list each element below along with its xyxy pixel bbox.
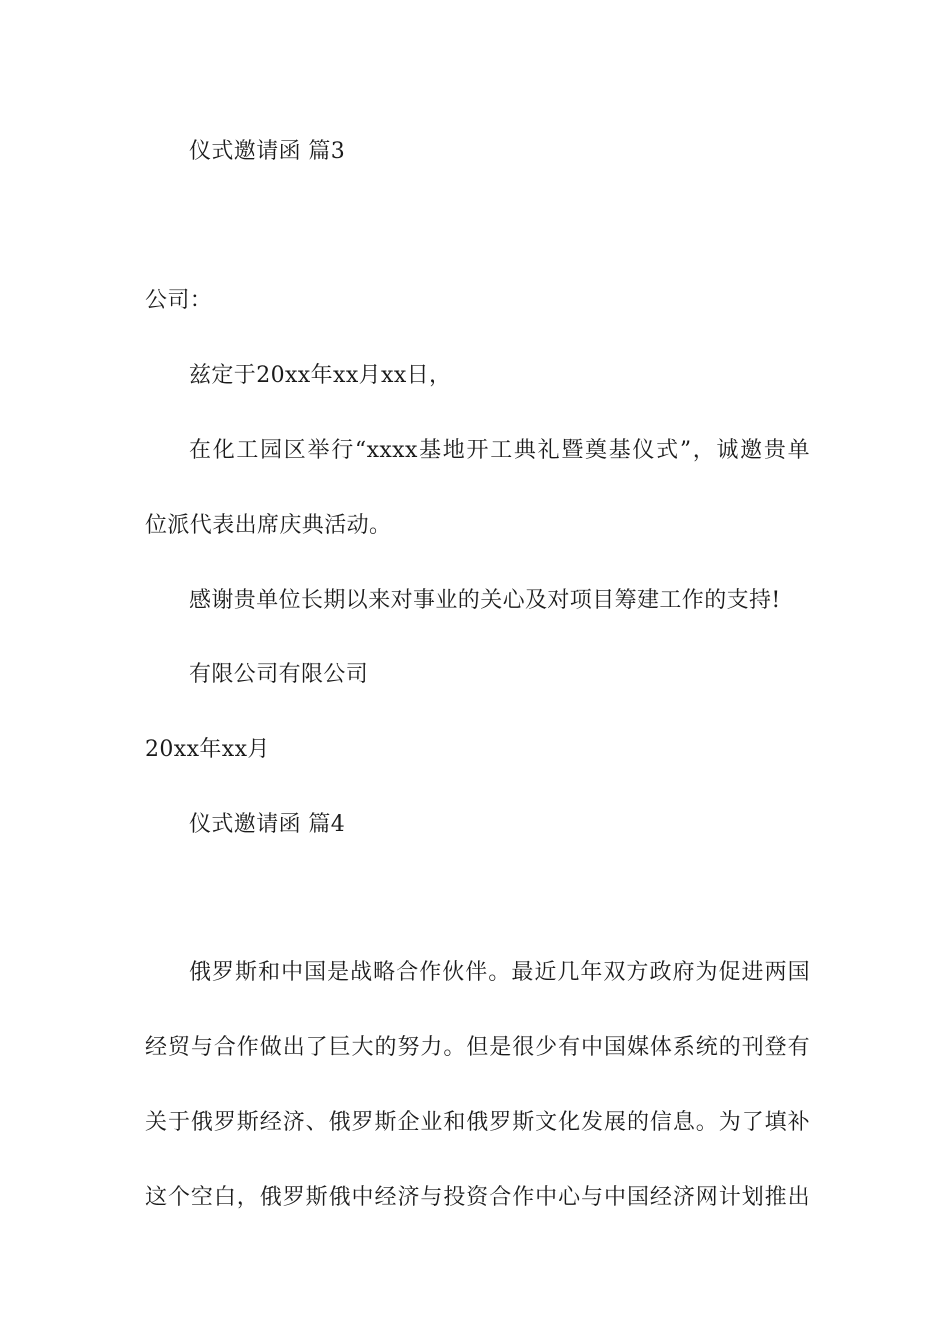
paragraph-invitation-line-1: 在化工园区举行“xxxx基地开工典礼暨奠基仪式”，诚邀贵单: [189, 438, 810, 463]
paragraph-line-3: 关于俄罗斯经济、俄罗斯企业和俄罗斯文化发展的信息。为了填补: [145, 1110, 810, 1135]
signature-date: 20xx年xx月: [145, 737, 270, 762]
section-4-heading: 仪式邀请函 篇4: [189, 812, 346, 837]
salutation: 公司：: [145, 288, 213, 313]
paragraph-invitation-line-2: 位派代表出席庆典活动。: [145, 513, 392, 538]
paragraph-date-line: 兹定于20xx年xx月xx日，: [189, 363, 452, 388]
paragraph-thanks: 感谢贵单位长期以来对事业的关心及对项目筹建工作的支持!: [189, 588, 781, 613]
section-3-heading: 仪式邀请函 篇3: [189, 139, 346, 164]
paragraph-line-4: 这个空白，俄罗斯俄中经济与投资合作中心与中国经济网计划推出: [145, 1185, 810, 1210]
signature: 有限公司有限公司: [189, 662, 369, 687]
paragraph-line-1: 俄罗斯和中国是战略合作伙伴。最近几年双方政府为促进两国: [189, 960, 810, 985]
paragraph-line-2: 经贸与合作做出了巨大的努力。但是很少有中国媒体系统的刊登有: [145, 1035, 810, 1060]
